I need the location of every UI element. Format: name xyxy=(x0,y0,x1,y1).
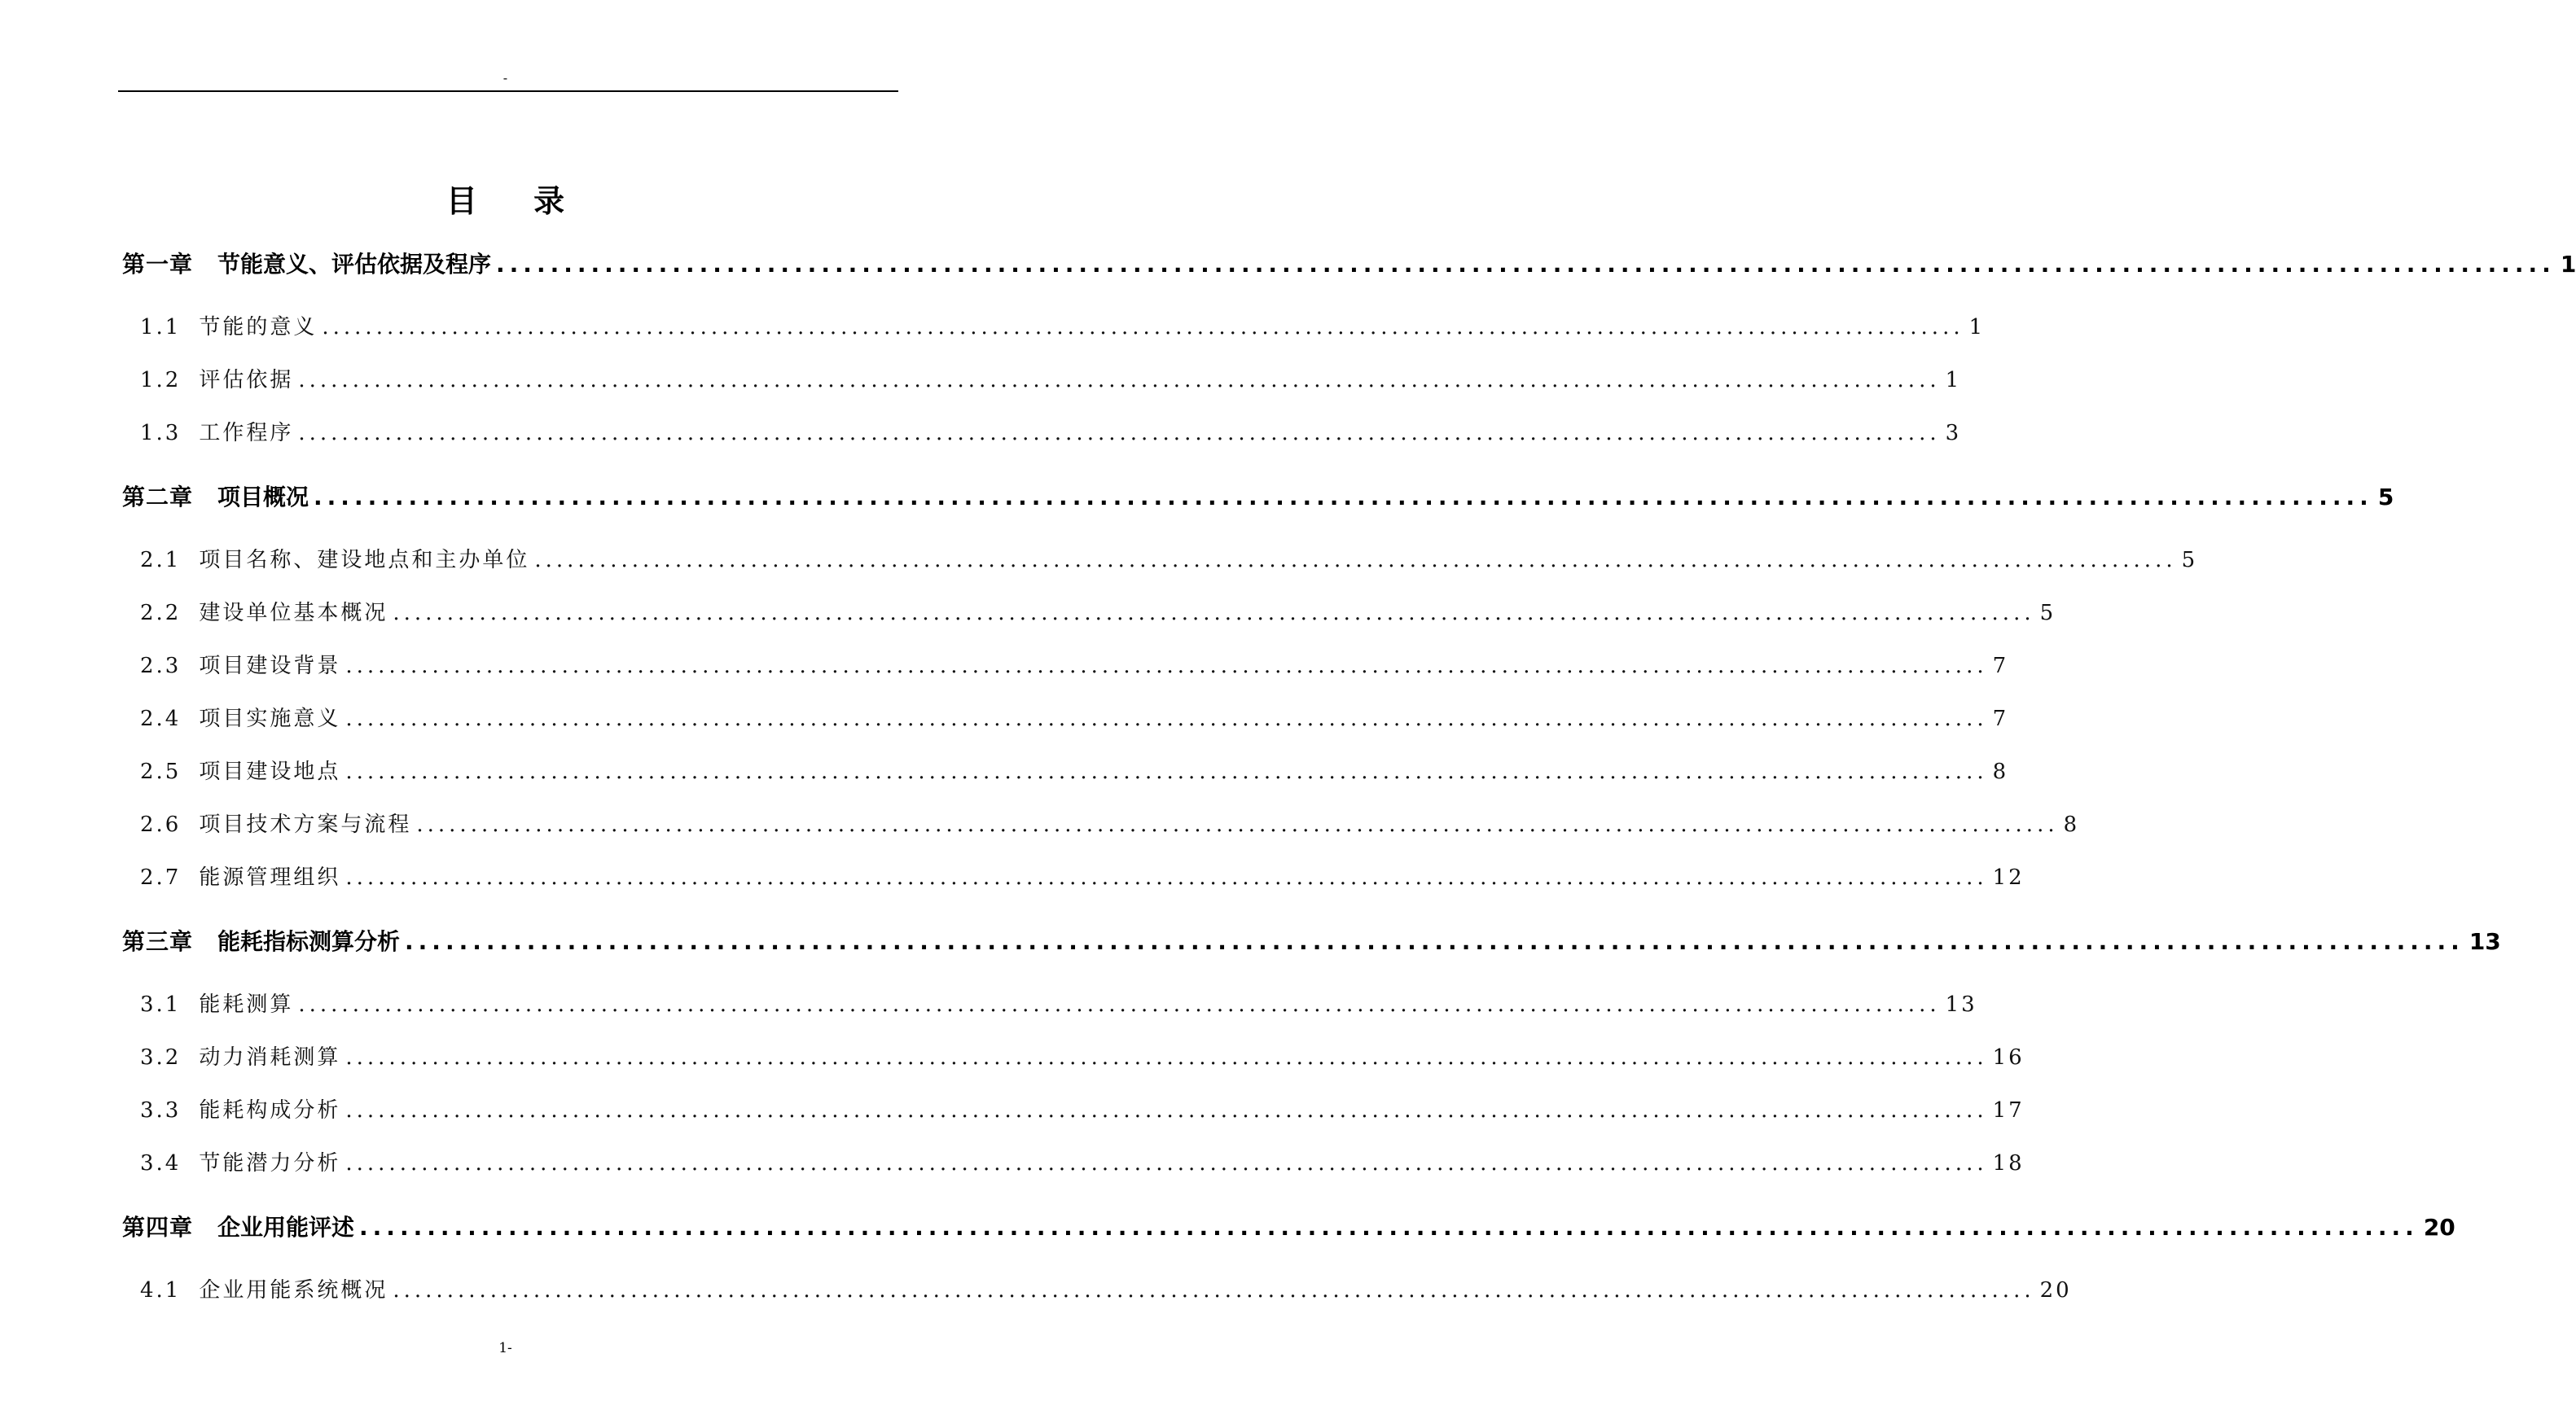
toc-leader-dots: ........................................................................................................................................................ xyxy=(345,654,1988,678)
toc-section-number: 2.1 xyxy=(140,548,182,572)
toc-entry-chapter-1[interactable] xyxy=(122,250,2576,279)
toc-entry-chapter-3[interactable] xyxy=(122,927,2501,957)
toc-section-number: 2.7 xyxy=(140,865,182,890)
toc-page-number: 7 xyxy=(1992,707,2009,731)
toc-entry-section-4-1[interactable] xyxy=(140,1277,2072,1304)
toc-leader-dots: ........................................................................................................................................................ xyxy=(345,760,1988,784)
toc-section-title: 能耗构成分析 xyxy=(199,1098,341,1123)
toc-chapter-number: 第四章 xyxy=(122,1214,194,1241)
toc-section-number: 2.4 xyxy=(140,707,182,731)
toc-page-number: 12 xyxy=(1992,865,2025,890)
toc-leader-dots: ........................................................................................................................................................ xyxy=(322,315,1964,339)
toc-leader-dots: ........................................................................................................................................................ xyxy=(496,251,2556,278)
toc-entry-chapter-4[interactable] xyxy=(122,1213,2455,1242)
toc-section-number: 2.2 xyxy=(140,601,182,625)
toc-section-title: 工作程序 xyxy=(199,421,294,445)
toc-page-number: 17 xyxy=(1992,1098,2025,1123)
toc-leader-dots: ........................................................................................................................................................ xyxy=(416,813,2059,837)
toc-section-number: 2.5 xyxy=(140,760,182,784)
toc-leader-dots: ........................................................................................................................................................ xyxy=(314,484,2373,510)
toc-entry-section-1-1[interactable] xyxy=(140,313,1986,341)
footer-page-number: 1- xyxy=(498,1340,512,1356)
toc-page-number: 1 xyxy=(2560,251,2576,278)
toc-section-title: 项目建设地点 xyxy=(199,760,341,784)
toc-chapter-title: 企业用能评述 xyxy=(217,1214,355,1241)
toc-section-number: 1.2 xyxy=(140,368,182,392)
toc-chapter-number: 第三章 xyxy=(122,928,194,955)
toc-entry-section-2-5[interactable] xyxy=(140,758,2009,786)
toc-leader-dots: ........................................................................................................................................................ xyxy=(345,1151,1988,1176)
toc-section-number: 3.2 xyxy=(140,1045,182,1070)
toc-section-title: 企业用能系统概况 xyxy=(199,1278,388,1303)
toc-page-number: 3 xyxy=(1945,421,1962,445)
toc-entry-section-2-3[interactable] xyxy=(140,652,2009,680)
toc-section-number: 1.1 xyxy=(140,315,182,339)
toc-entry-chapter-2[interactable] xyxy=(122,483,2394,512)
toc-page-number: 18 xyxy=(1992,1151,2025,1176)
toc-entry-section-2-2[interactable] xyxy=(140,599,2056,627)
toc-leader-dots: ........................................................................................................................................................ xyxy=(405,928,2464,955)
toc-entry-section-3-3[interactable] xyxy=(140,1097,2025,1124)
toc-entry-section-3-4[interactable] xyxy=(140,1150,2025,1177)
toc-leader-dots: ........................................................................................................................................................ xyxy=(393,1278,2035,1303)
toc-section-title: 节能潜力分析 xyxy=(199,1151,341,1176)
toc-page-number: 16 xyxy=(1992,1045,2025,1070)
toc-leader-dots: ........................................................................................................................................................ xyxy=(298,992,1941,1017)
toc-leader-dots: ........................................................................................................................................................ xyxy=(345,1045,1988,1070)
toc-chapter-number: 第一章 xyxy=(122,251,194,278)
toc-page-number: 5 xyxy=(2181,548,2198,572)
toc-leader-dots: ........................................................................................................................................................ xyxy=(393,601,2035,625)
toc-chapter-title: 项目概况 xyxy=(217,484,309,510)
toc-chapter-number: 第二章 xyxy=(122,484,194,510)
toc-leader-dots: ........................................................................................................................................................ xyxy=(345,707,1988,731)
toc-entry-section-2-6[interactable] xyxy=(140,811,2080,839)
header-mark: - xyxy=(502,70,508,85)
toc-section-title: 节能的意义 xyxy=(199,315,318,339)
toc-entry-section-3-1[interactable] xyxy=(140,991,1977,1018)
toc-section-number: 3.4 xyxy=(140,1151,182,1176)
toc-page-number: 20 xyxy=(2039,1278,2072,1303)
toc-section-number: 1.3 xyxy=(140,421,182,445)
toc-title: 目 录 xyxy=(445,183,588,219)
toc-page-number: 5 xyxy=(2039,601,2056,625)
toc-page-number: 20 xyxy=(2423,1214,2455,1241)
toc-leader-dots: ........................................................................................................................................................ xyxy=(298,368,1941,392)
toc-section-number: 4.1 xyxy=(140,1278,182,1303)
toc-section-number: 3.1 xyxy=(140,992,182,1017)
toc-leader-dots: ........................................................................................................................................................ xyxy=(298,421,1941,445)
toc-section-title: 项目实施意义 xyxy=(199,707,341,731)
toc-page-number: 8 xyxy=(1992,760,2009,784)
toc-section-title: 项目名称、建设地点和主办单位 xyxy=(199,548,530,572)
toc-section-number: 2.3 xyxy=(140,654,182,678)
header-rule xyxy=(118,90,898,92)
toc-page-number: 7 xyxy=(1992,654,2009,678)
toc-leader-dots: ........................................................................................................................................................ xyxy=(534,548,2177,572)
toc-page-number: 5 xyxy=(2377,484,2394,510)
toc-section-number: 3.3 xyxy=(140,1098,182,1123)
toc-leader-dots: ........................................................................................................................................................ xyxy=(345,865,1988,890)
toc-entry-section-2-1[interactable] xyxy=(140,546,2198,574)
toc-leader-dots: ........................................................................................................................................................ xyxy=(359,1214,2419,1241)
toc-chapter-title: 节能意义、评估依据及程序 xyxy=(217,251,492,278)
toc-section-title: 能耗测算 xyxy=(199,992,294,1017)
toc-section-title: 项目建设背景 xyxy=(199,654,341,678)
toc-leader-dots: ........................................................................................................................................................ xyxy=(345,1098,1988,1123)
toc-section-title: 建设单位基本概况 xyxy=(199,601,388,625)
toc-page-number: 13 xyxy=(2468,928,2501,955)
toc-section-number: 2.6 xyxy=(140,813,182,837)
toc-entry-section-2-4[interactable] xyxy=(140,705,2009,733)
toc-section-title: 项目技术方案与流程 xyxy=(199,813,412,837)
toc-section-title: 动力消耗测算 xyxy=(199,1045,341,1070)
toc-section-title: 能源管理组织 xyxy=(199,865,341,890)
toc-page-number: 13 xyxy=(1945,992,1977,1017)
toc-chapter-title: 能耗指标测算分析 xyxy=(217,928,401,955)
toc-entry-section-2-7[interactable] xyxy=(140,864,2025,891)
toc-section-title: 评估依据 xyxy=(199,368,294,392)
toc-page-number: 1 xyxy=(1968,315,1986,339)
toc-page-number: 8 xyxy=(2063,813,2080,837)
toc-entry-section-3-2[interactable] xyxy=(140,1044,2025,1071)
toc-page-number: 1 xyxy=(1945,368,1962,392)
toc-entry-section-1-2[interactable] xyxy=(140,366,1962,394)
toc-entry-section-1-3[interactable] xyxy=(140,419,1962,447)
